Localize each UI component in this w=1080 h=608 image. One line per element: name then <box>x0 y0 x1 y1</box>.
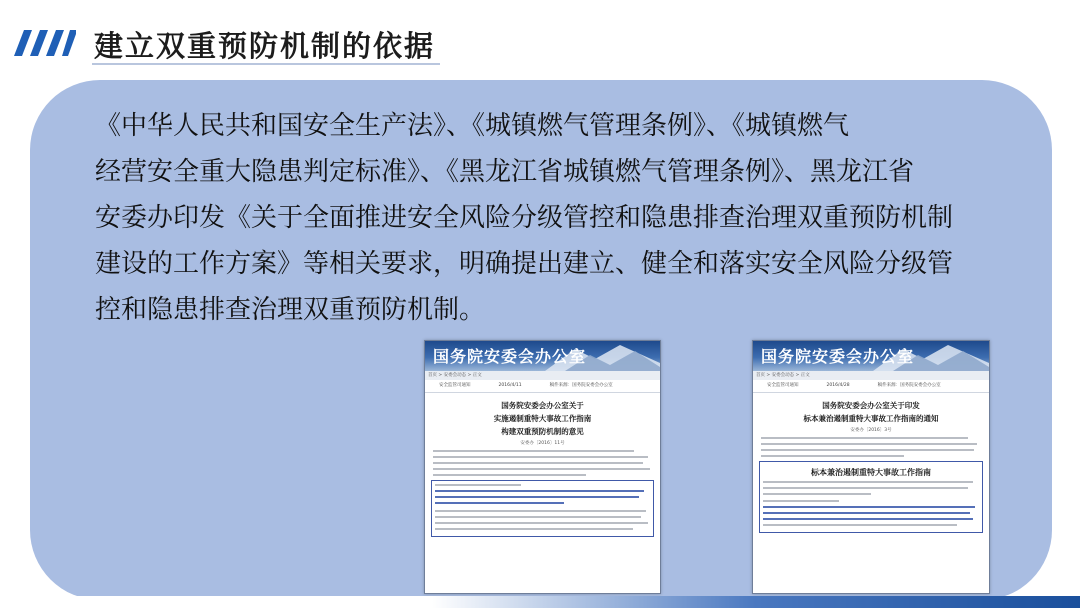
doc-banner <box>425 341 660 371</box>
doc-banner-title: 国务院安委会办公室 <box>761 347 915 366</box>
doc-heading <box>425 399 660 438</box>
document-screenshot-1 <box>424 340 661 594</box>
doc-heading-line: 实施遏制重特大事故工作指南 <box>493 414 592 423</box>
doc-banner <box>753 341 989 371</box>
doc-banner-title: 国务院安委会办公室 <box>433 347 587 366</box>
doc-breadcrumb: 首页 > 安委会动态 > 正文 <box>425 371 660 380</box>
doc-meta-date: 2016/4/28 <box>826 383 850 388</box>
doc-heading-line: 国务院安委会办公室关于印发 <box>822 401 920 410</box>
basis-paragraph <box>95 103 995 333</box>
doc-meta-source: 稿件来源：国务院安委会办公室 <box>549 383 613 388</box>
document-screenshot-2 <box>752 340 990 594</box>
doc-meta-category: 安全监管司通知 <box>767 383 799 388</box>
doc-meta-date: 2016/4/11 <box>498 383 522 388</box>
header-stripes-icon <box>14 30 76 56</box>
doc-body-text <box>761 437 981 457</box>
doc-heading <box>753 399 989 425</box>
doc-subtitle: 标本兼治遏制重特大事故工作指南 <box>811 467 931 477</box>
paragraph-line: 控和隐患排查治理双重预防机制。 <box>95 295 486 325</box>
doc-meta <box>753 380 989 393</box>
title-underline <box>92 63 440 65</box>
paragraph-line: 《中华人民共和国安全生产法》、《城镇燃气管理条例》、《城镇燃气 <box>95 111 850 141</box>
doc-heading-line: 构建双重预防机制的意见 <box>501 427 584 436</box>
doc-meta-source: 稿件来源：国务院安委会办公室 <box>877 383 941 388</box>
paragraph-line: 建设的工作方案》等相关要求，明确提出建立、健全和落实安全风险分级管 <box>95 249 954 279</box>
doc-number: 安委办〔2016〕3号 <box>850 428 892 433</box>
paragraph-line: 经营安全重大隐患判定标准》、《黑龙江省城镇燃气管理条例》、黑龙江省 <box>95 157 915 187</box>
doc-highlight-box <box>759 461 983 533</box>
paragraph-line: 安委办印发《关于全面推进安全风险分级管控和隐患排查治理双重预防机制 <box>95 203 954 233</box>
doc-heading-line: 国务院安委会办公室关于 <box>501 401 584 410</box>
doc-highlight-box <box>431 480 654 537</box>
doc-meta-category: 安全监管司通知 <box>439 383 471 388</box>
page-title: 建立双重预防机制的依据 <box>94 29 436 63</box>
doc-breadcrumb: 首页 > 安委会动态 > 正文 <box>753 371 989 380</box>
doc-meta <box>425 380 660 393</box>
doc-heading-line: 标本兼治遏制重特大事故工作指南的通知 <box>803 414 939 423</box>
bottom-accent-strip <box>0 596 1080 608</box>
doc-number: 安委办〔2016〕11号 <box>520 441 565 446</box>
doc-body-text <box>433 450 652 476</box>
